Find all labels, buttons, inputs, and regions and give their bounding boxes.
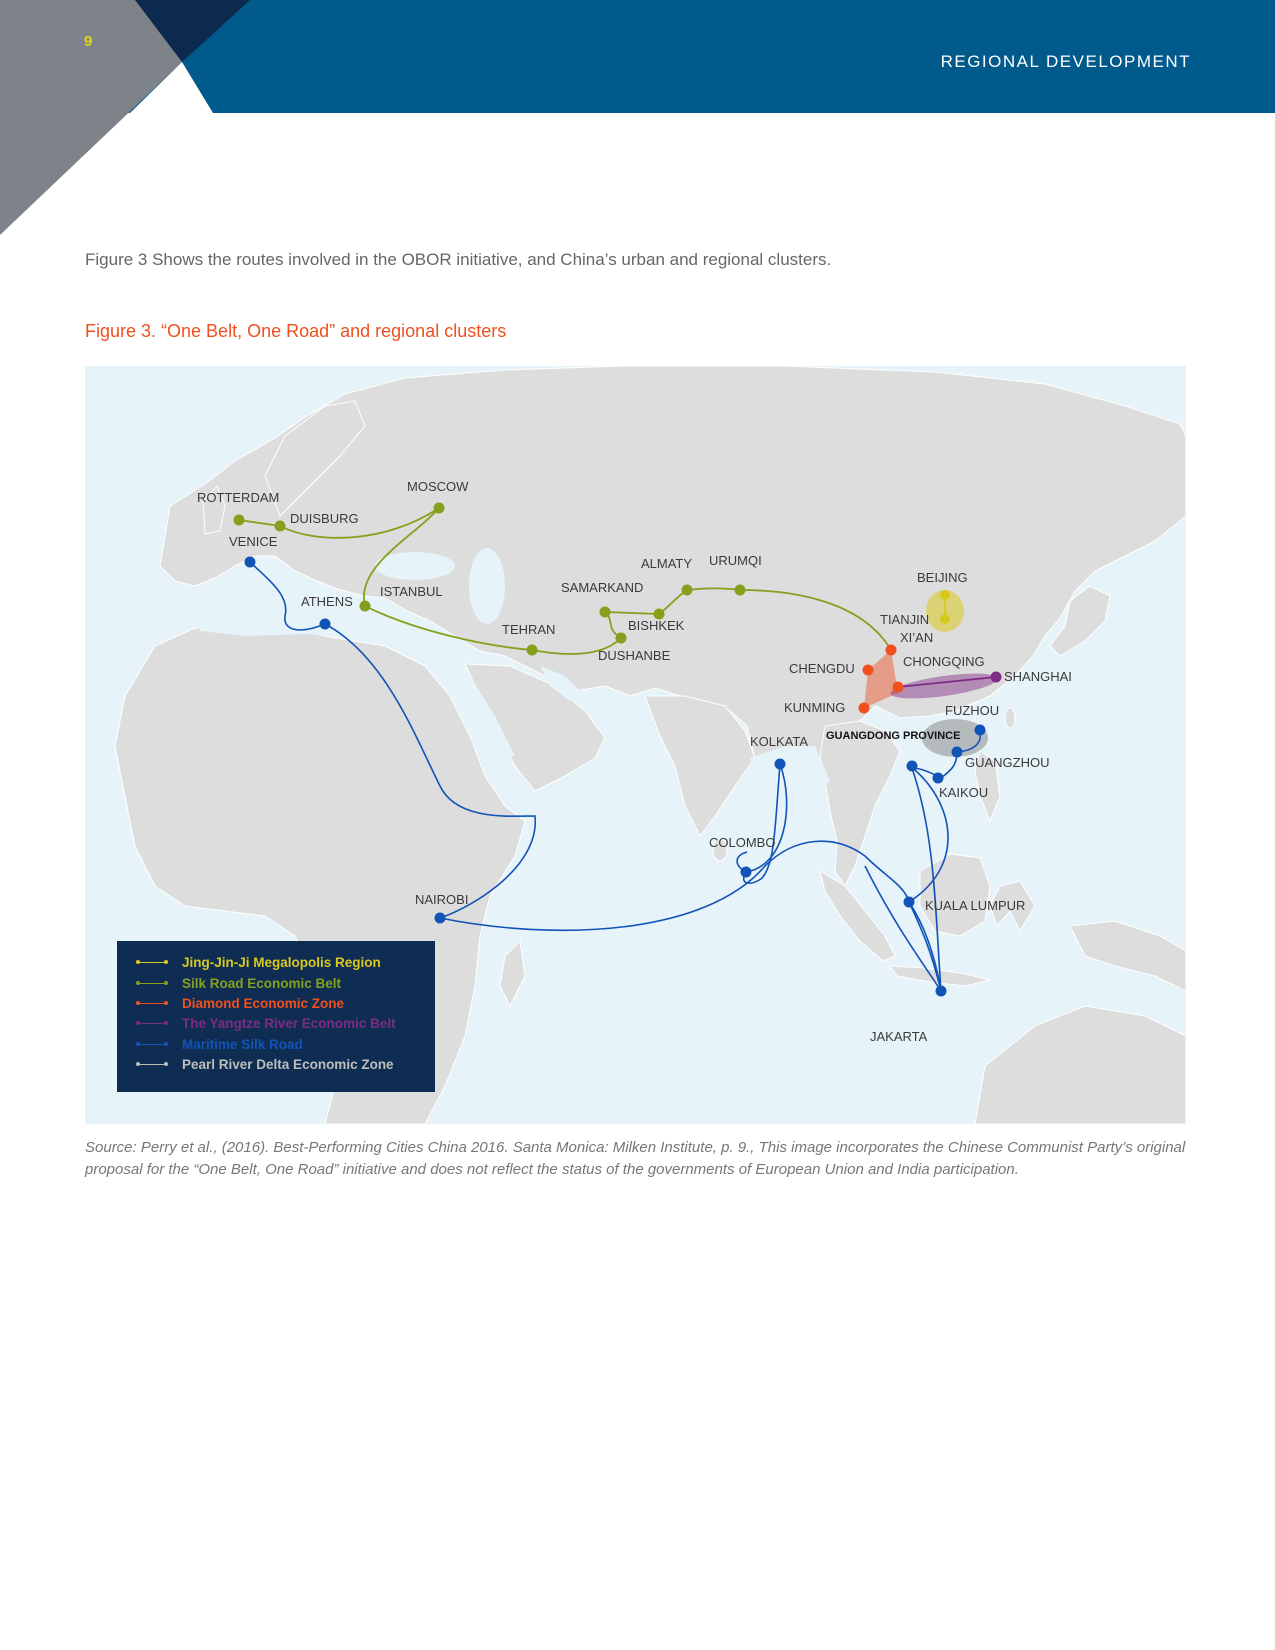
label-tianjin: TIANJIN bbox=[880, 612, 930, 627]
dot-kolkata bbox=[775, 759, 786, 770]
label-tehran: TEHRAN bbox=[502, 622, 556, 637]
sea-black bbox=[375, 552, 455, 580]
dot-samarkand bbox=[600, 607, 611, 618]
legend-label: The Yangtze River Economic Belt bbox=[182, 1015, 396, 1031]
dot-xian bbox=[886, 645, 897, 656]
page-number: 9 bbox=[84, 33, 93, 50]
label-moscow: MOSCOW bbox=[407, 479, 469, 494]
dot-haiphong bbox=[907, 761, 918, 772]
label-guangzhou: GUANGZHOU bbox=[965, 755, 1050, 770]
legend-item-pearl-river bbox=[137, 1054, 394, 1074]
dot-athens bbox=[320, 619, 331, 630]
label-athens: ATHENS bbox=[301, 594, 353, 609]
dot-duisburg bbox=[275, 521, 286, 532]
legend-swatch bbox=[137, 1003, 167, 1004]
label-samarkand: SAMARKAND bbox=[561, 580, 644, 595]
sea-caspian bbox=[469, 548, 505, 624]
legend-swatch bbox=[137, 983, 167, 984]
label-chengdu: CHENGDU bbox=[789, 661, 855, 676]
label-colombo: COLOMBO bbox=[709, 835, 776, 850]
source-note: Source: Perry et al., (2016). Best-Performing Cities China 2016. Santa Monica: Milken Institute, p. 9., This image incorporates the Chinese Communist Party’s original proposal for the “One Belt, One Road” initiative and does not reflect the status of the governments of European Union and India participation. bbox=[85, 1139, 1186, 1178]
label-beijing: BEIJING bbox=[917, 570, 968, 585]
label-kuala-lumpur: KUALA LUMPUR bbox=[925, 898, 1026, 913]
header-decoration bbox=[0, 0, 260, 235]
legend-item-maritime bbox=[137, 1034, 303, 1054]
dot-jakarta bbox=[936, 986, 947, 997]
dot-beijing bbox=[940, 590, 950, 600]
legend-item-silk-road bbox=[137, 973, 341, 993]
dot-fuzhou bbox=[975, 725, 986, 736]
label-guangdong-province: GUANGDONG PROVINCE bbox=[826, 730, 961, 742]
dot-tehran bbox=[527, 645, 538, 656]
label-kolkata: KOLKATA bbox=[750, 734, 809, 749]
label-almaty: ALMATY bbox=[641, 556, 693, 571]
legend-swatch bbox=[137, 1064, 167, 1065]
label-jakarta: JAKARTA bbox=[870, 1029, 928, 1044]
label-xian: XI’AN bbox=[900, 630, 934, 645]
dot-shanghai bbox=[991, 672, 1002, 683]
dot-venice bbox=[245, 557, 256, 568]
label-shanghai: SHANGHAI bbox=[1004, 669, 1072, 684]
dot-dushanbe bbox=[616, 633, 627, 644]
label-dushanbe: DUSHANBE bbox=[598, 648, 671, 663]
label-kunming: KUNMING bbox=[784, 700, 846, 715]
dot-moscow bbox=[434, 503, 445, 514]
label-chongqing: CHONGQING bbox=[903, 654, 985, 669]
dot-rotterdam bbox=[234, 515, 245, 526]
land-borneo bbox=[920, 854, 990, 936]
dot-kuala-lumpur bbox=[904, 897, 915, 908]
legend-label: Diamond Economic Zone bbox=[182, 995, 345, 1011]
section-title: REGIONAL DEVELOPMENT bbox=[940, 52, 1191, 71]
dot-chengdu bbox=[863, 665, 874, 676]
dot-guangzhou bbox=[952, 747, 963, 758]
figure-title: Figure 3. “One Belt, One Road” and regional clusters bbox=[85, 321, 507, 341]
legend-item-yangtze bbox=[137, 1013, 396, 1033]
dot-chongqing bbox=[893, 682, 904, 693]
dot-istanbul bbox=[360, 601, 371, 612]
legend-label: Silk Road Economic Belt bbox=[182, 975, 342, 991]
label-rotterdam: ROTTERDAM bbox=[197, 490, 280, 505]
label-nairobi: NAIROBI bbox=[415, 892, 469, 907]
label-venice: VENICE bbox=[229, 534, 278, 549]
dot-kaikou bbox=[933, 773, 944, 784]
legend-label: Maritime Silk Road bbox=[182, 1036, 303, 1052]
dot-tianjin bbox=[940, 614, 950, 624]
label-istanbul: ISTANBUL bbox=[380, 584, 443, 599]
label-urumqi: URUMQI bbox=[709, 553, 762, 568]
legend-item-jingjinji bbox=[137, 952, 381, 972]
dot-urumqi bbox=[735, 585, 746, 596]
label-fuzhou: FUZHOU bbox=[945, 703, 1000, 718]
dot-colombo bbox=[741, 867, 752, 878]
legend-label: Jing-Jin-Ji Megalopolis Region bbox=[182, 954, 381, 970]
dot-almaty bbox=[682, 585, 693, 596]
land-taiwan bbox=[1005, 708, 1015, 728]
legend-swatch bbox=[137, 1044, 167, 1045]
dot-nairobi bbox=[435, 913, 446, 924]
legend-swatch bbox=[137, 962, 167, 963]
label-duisburg: DUISBURG bbox=[290, 511, 359, 526]
label-bishkek: BISHKEK bbox=[628, 618, 685, 633]
map-legend bbox=[117, 941, 435, 1092]
legend-swatch bbox=[137, 1023, 167, 1024]
legend-item-diamond bbox=[137, 993, 344, 1013]
obor-map bbox=[85, 366, 1186, 1124]
dot-kunming bbox=[859, 703, 870, 714]
label-kaikou: KAIKOU bbox=[939, 785, 989, 800]
legend-label: Pearl River Delta Economic Zone bbox=[182, 1056, 394, 1072]
intro-text: Figure 3 Shows the routes involved in the OBOR initiative, and China’s urban and regional clusters. bbox=[85, 250, 832, 269]
